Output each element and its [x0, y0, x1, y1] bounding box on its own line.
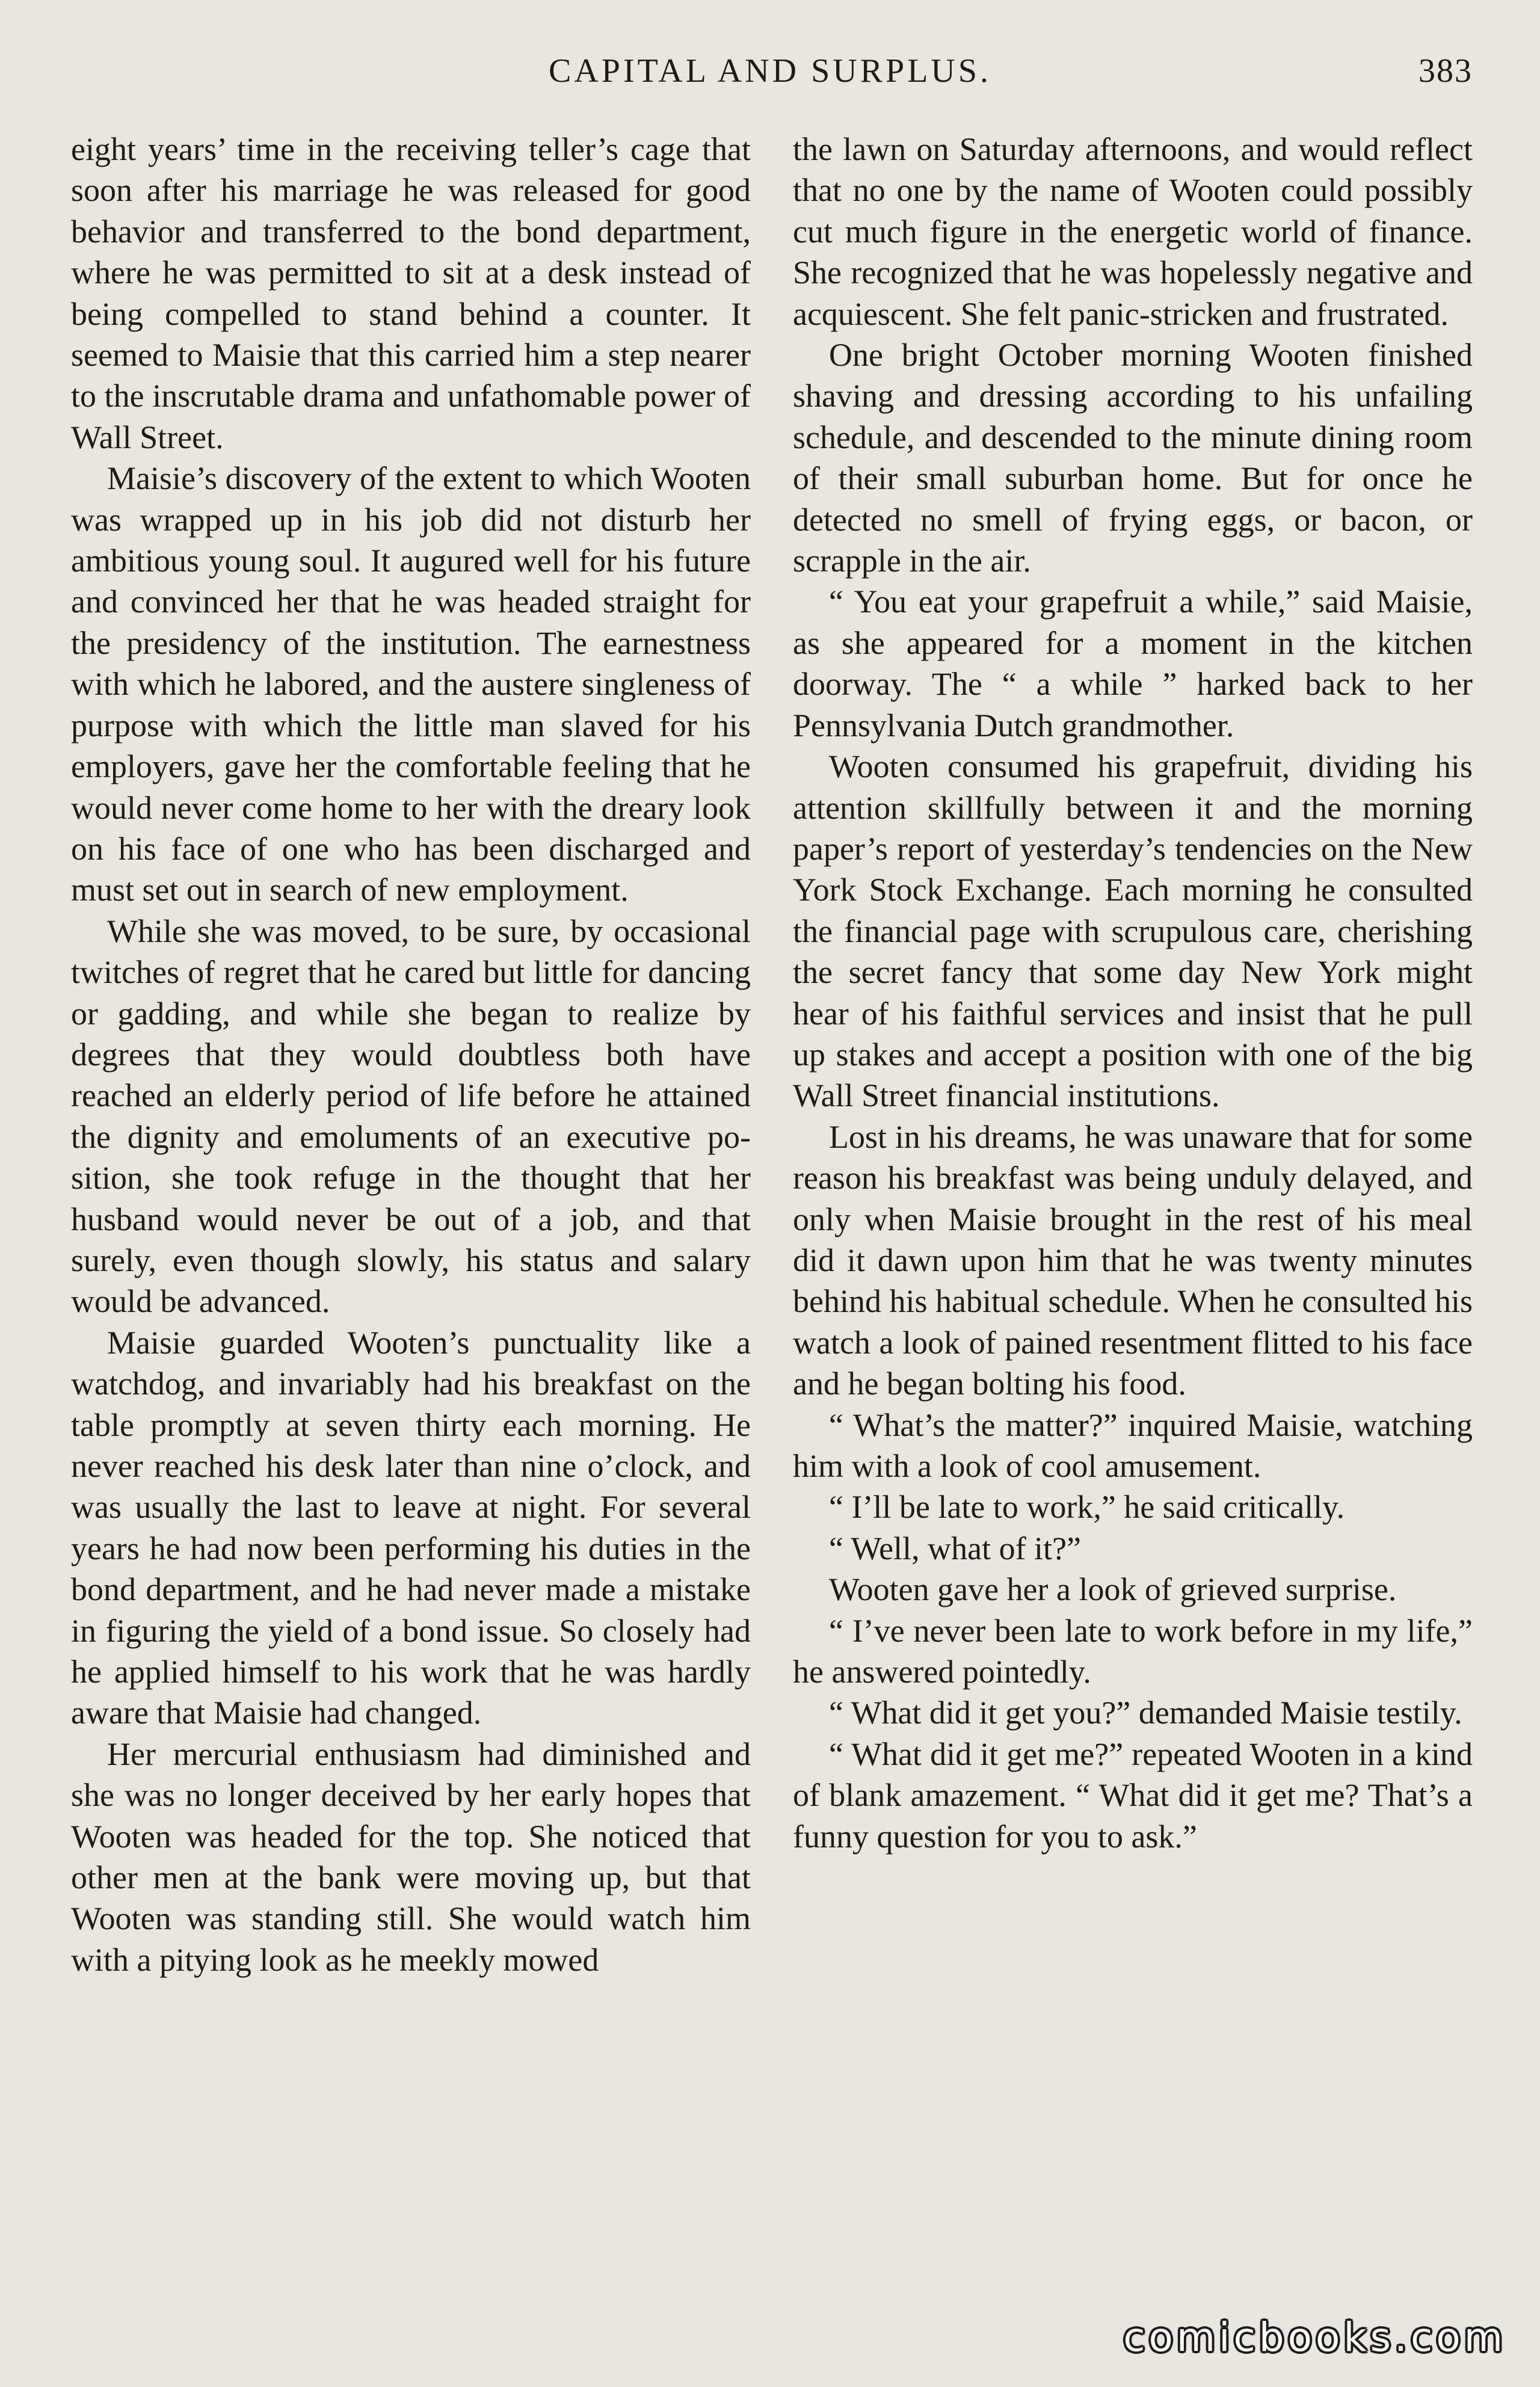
paragraph: “ I’ll be late to work,” he said critically.	[829, 1489, 1345, 1526]
left-column	[71, 129, 751, 1980]
paragraph: One bright October morning Wooten finished shaving and dressing according to his unfailing schedule, and descended to the minute dining room of their small suburban home. But for once he detected no smell of frying eggs, or bacon, or scrapple in the air.	[793, 337, 1473, 579]
paragraph: “ What’s the matter?” inquired Maisie, watching him with a look of cool amusement.	[793, 1406, 1473, 1484]
paragraph: “ What did it get you?” demanded Maisie testily.	[829, 1695, 1462, 1731]
right-column	[793, 129, 1473, 1857]
paragraph: Wooten consumed his grapefruit, dividing his attention skillfully between it and the morning paper’s report of yesterday’s tendencies on the New York Stock Exchange. Each morning he consulted the financial page with scrupulous care, cherishing the secret fancy that some day New York might hear of his faithful services and insist that he pull up stakes and accept a position with one of the big Wall Street financial institutions.	[793, 748, 1473, 1114]
paragraph: “ You eat your grapefruit a while,” said Maisie, as she appeared for a moment in the kitchen doorway. The “ a while ” harked back to her Pennsylvania Dutch grandmother.	[793, 584, 1473, 744]
paragraph: “ Well, what of it?”	[829, 1530, 1082, 1566]
paragraph: “ I’ve never been late to work before in my life,” he answered pointedly.	[793, 1612, 1473, 1690]
paragraph: “ What did it get me?” repeated Wooten in a kind of blank amazement. “ What did it get me? That’s a funny question for you to ask.”	[793, 1736, 1473, 1855]
paragraph: Lost in his dreams, he was unaware that for some reason his breakfast was being unduly delayed, and only when Maisie brought in the rest of his meal did it dawn upon him that he was twenty minutes behind his habitual schedule. When he consulted his watch a look of pained resentment flitted to his face and he began bolting his food.	[793, 1118, 1473, 1402]
paragraph: the lawn on Saturday afternoons, and would reflect that no one by the name of Wooten could possibly cut much figure in the energetic world of finance. She recognized that he was hopelessly negative and acquiescent. She felt panic-stricken and frustrated.	[793, 131, 1473, 332]
paragraph: Maisie’s discovery of the extent to which Wooten was wrapped up in his job did not disturb her ambitious young soul. It augured well for his future and convinced her that he was headed straight for the presidency of the institution. The earnestness with which he labored, and the austere singleness of purpose with which the little man slaved for his employers, gave her the comfortable feeling that he would never come home to her with the dreary look on his face of one who has been discharged and must set out in search of new employment.	[71, 460, 751, 908]
paragraph: Her mercurial enthusiasm had diminished and she was no longer deceived by her early hopes that Wooten was headed for the top. She noticed that other men at the bank were moving up, but that Wooten was standing still. She would watch him with a pitying look as he meekly mowed	[71, 1736, 751, 1978]
page-number: 383	[1418, 52, 1473, 90]
paragraph: Maisie guarded Wooten’s punctuality like a watchdog, and invariably had his breakfast on the table promptly at seven thirty each morning. He never reached his desk later than nine o’clock, and was usually the last to leave at night. For several years he had now been performing his duties in the bond department, and he had never made a mistake in figuring the yield of a bond issue. So closely had he applied himself to his work that he was hardly aware that Maisie had changed.	[71, 1324, 751, 1731]
running-title: CAPITAL AND SURPLUS.	[549, 52, 991, 90]
paragraph: While she was moved, to be sure, by occasional twitches of regret that he cared but little for dancing or gadding, and while she began to realize by degrees that they would doubtless both have reached an elderly period of life before he attained the dignity and emoluments of an executive position, she took refuge in the thought that her husband would never be out of a job, and that surely, even though slowly, his status and salary would be advanced.	[71, 913, 751, 1320]
watermark: comicbooks.com	[1123, 2314, 1506, 2361]
running-head	[0, 47, 1540, 95]
paragraph: eight years’ time in the receiving teller’s cage that soon after his marriage he was released for good behavior and transferred to the bond department, where he was permitted to sit at a desk instead of being compelled to stand behind a counter. It seemed to Maisie that this carried him a step nearer to the inscrutable drama and unfathomable power of Wall Street.	[71, 131, 751, 455]
paragraph: Wooten gave her a look of grieved surprise.	[829, 1571, 1397, 1608]
